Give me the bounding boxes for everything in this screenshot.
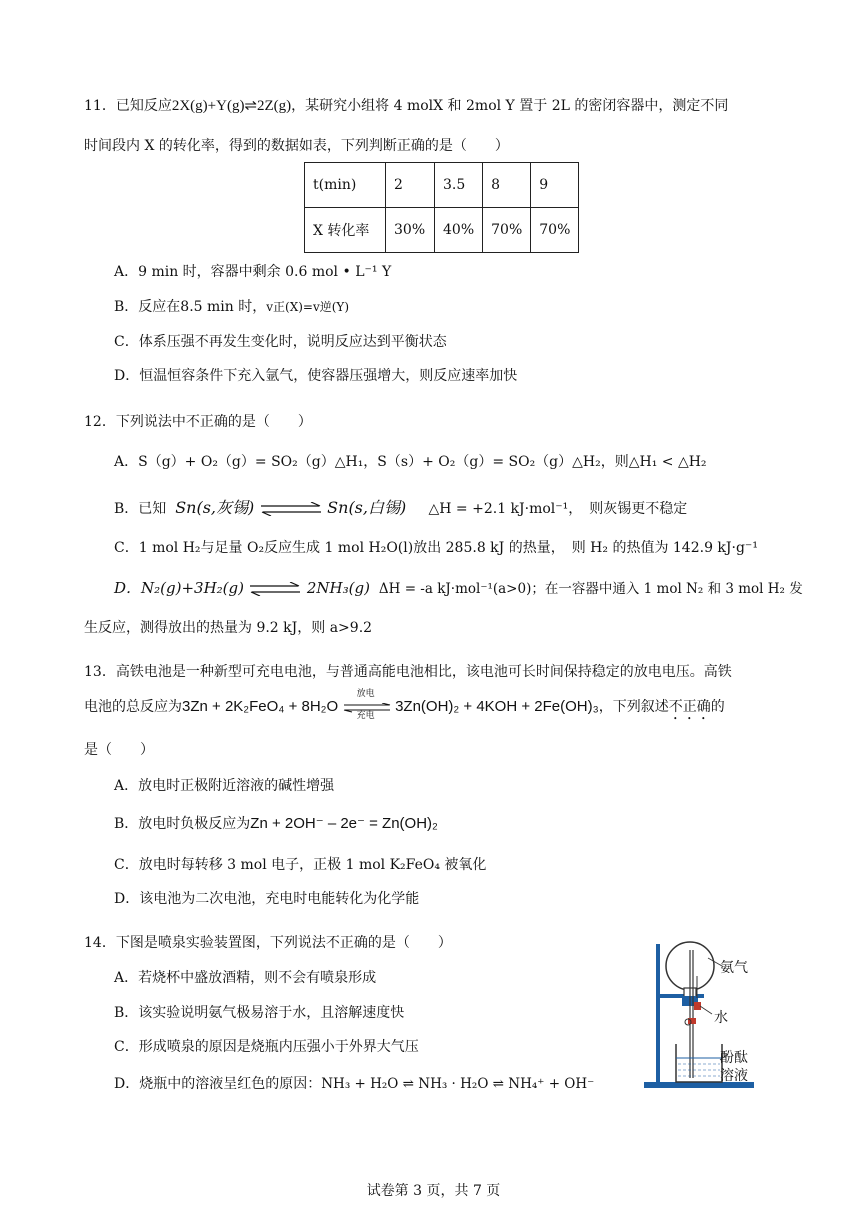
- q12-b-left: Sn(s,灰锡): [175, 498, 255, 517]
- q11-option-b: [114, 297, 807, 317]
- q13-emphasis: 不正确: [668, 699, 711, 715]
- q13-stem-line1: 13．高铁电池是一种新型可充电电池，与普通高能电池相比，该电池可长时间保持稳定的放电电压。高铁: [84, 664, 732, 680]
- table-row: [305, 208, 579, 253]
- table-cell: 70%: [531, 208, 579, 253]
- q13-stem-line2: [84, 689, 789, 721]
- q13-b-text: B．放电时负极反应为: [114, 816, 251, 832]
- q14-stem: 14．下图是喷泉实验装置图，下列说法不正确的是（ ）: [84, 935, 452, 951]
- q12-option-b: [114, 496, 807, 520]
- label-phenolphthalein: 酚酞: [720, 1050, 748, 1066]
- q11-data-table: [304, 162, 579, 253]
- q11-b-text: B．反应在: [114, 299, 181, 315]
- page-footer: 试卷第 3 页，共 7 页: [366, 1183, 501, 1199]
- q13-text-c: 的: [710, 699, 725, 715]
- q11-option-a: A．9 min 时，容器中剩余 0.6 mol • L⁻¹ Y: [114, 264, 392, 280]
- q11-option-c: C．体系压强不再发生变化时，说明反应达到平衡状态: [114, 334, 447, 350]
- table-cell: X 转化率: [305, 208, 386, 253]
- q12-d-post: ΔH = -a kJ·mol⁻¹(a>0)；在一容器中通入 1 mol N₂ 和 3 mol H₂ 发: [378, 581, 803, 597]
- table-cell: 9: [531, 163, 579, 208]
- q11-b-mid: 时，: [233, 299, 267, 315]
- equilibrium-arrow-icon: [259, 502, 323, 516]
- q11-b-time: 8.5 min: [180, 299, 234, 315]
- q14-option-a: A．若烧杯中盛放酒精，则不会有喷泉形成: [114, 970, 377, 986]
- stand-pole: [656, 944, 660, 1084]
- q11-reaction: 2X(g)+Y(g)⇌2Z(g): [171, 98, 292, 114]
- table-row: [305, 163, 579, 208]
- q13-stem-line3: 是（ ）: [84, 742, 154, 758]
- q12-d-left: D．N₂(g)+3H₂(g): [114, 579, 244, 597]
- arrow-label-charge: 充电: [356, 711, 375, 721]
- q12-option-d: [114, 576, 807, 600]
- label-water: 水: [714, 1010, 728, 1026]
- q11-number: 11．: [84, 98, 116, 114]
- q11-text-a: 已知反应: [115, 98, 172, 114]
- q13-reaction-left: 3Zn + 2K₂FeO₄ + 8H₂O: [182, 698, 339, 715]
- q12-b-text: B．已知: [114, 501, 167, 517]
- equilibrium-arrow-icon: [248, 582, 302, 596]
- q14-option-c: C．形成喷泉的原因是烧瓶内压强小于外界大气压: [114, 1039, 419, 1055]
- q11-option-d: D．恒温恒容条件下充入氩气，使容器压强增大，则反应速率加快: [114, 368, 518, 384]
- reversible-arrow: [343, 689, 391, 721]
- q14-d-text: D．烧瓶中的溶液呈红色的原因：: [114, 1076, 322, 1092]
- q13-reaction-right: 3Zn(OH)₂ + 4KOH + 2Fe(OH)₃: [395, 698, 599, 715]
- table-cell: 2: [386, 163, 435, 208]
- q13-text-a: 电池的总反应为: [84, 699, 182, 715]
- table-cell: t(min): [305, 163, 386, 208]
- q11-stem-line2: 时间段内 X 的转化率，得到的数据如表，下列判断正确的是（ ）: [84, 138, 509, 154]
- q13-b-equation: Zn + 2OH⁻ – 2e⁻ = Zn(OH)₂: [250, 815, 438, 832]
- label-ammonia: 氨气: [720, 960, 748, 976]
- table-cell: 3.5: [435, 163, 483, 208]
- q12-b-post: △H = +2.1 kJ·mol⁻¹， 则灰锡更不稳定: [428, 501, 688, 517]
- table-cell: 8: [483, 163, 531, 208]
- fountain-apparatus-figure: [636, 936, 786, 1092]
- table-cell: 30%: [386, 208, 435, 253]
- q13-text-b: ，下列叙述: [598, 699, 669, 715]
- table-cell: 70%: [483, 208, 531, 253]
- beaker: [676, 1044, 722, 1082]
- q12-b-right: Sn(s,白锡): [327, 498, 407, 517]
- q13-option-d: D．该电池为二次电池，充电时电能转化为化学能: [114, 891, 420, 907]
- q13-option-a: A．放电时正极附近溶液的碱性增强: [114, 778, 335, 794]
- q14-option-b: B．该实验说明氨气极易溶于水，且溶解速度快: [114, 1005, 405, 1021]
- q12-option-d-line2: 生反应，测得放出的热量为 9.2 kJ，则 a>9.2: [84, 620, 373, 636]
- q11-stem-line1: [84, 96, 789, 116]
- table-cell: 40%: [435, 208, 483, 253]
- dropper-bulb: [694, 1002, 701, 1010]
- q12-option-c: C．1 mol H₂与足量 O₂反应生成 1 mol H₂O(l)放出 285.8 kJ 的热量， 则 H₂ 的热值为 142.9 kJ·g⁻¹: [114, 540, 758, 556]
- q14-d-equation: NH₃ + H₂O ⇌ NH₃ · H₂O ⇌ NH₄⁺ + OH⁻: [321, 1076, 595, 1092]
- q11-text-b: ，某研究小组将 4 molX 和 2mol Y 置于 2L 的密闭容器中，测定不同: [291, 98, 729, 114]
- label-solution: 溶液: [720, 1068, 748, 1084]
- q13-option-c: C．放电时每转移 3 mol 电子，正极 1 mol K₂FeO₄ 被氧化: [114, 857, 487, 873]
- q12-d-right: 2NH₃(g): [306, 579, 370, 597]
- q13-option-b: [114, 814, 807, 834]
- arrow-label-discharge: 放电: [356, 689, 375, 699]
- q12-option-a: A．S（g）+ O₂（g）= SO₂（g）△H₁，S（s）+ O₂（g）= SO₂（g）△H₂，则△H₁ < △H₂: [114, 454, 707, 470]
- q11-b-equation: v正(X)=v逆(Y): [266, 300, 350, 314]
- q12-stem: 12．下列说法中不正确的是（ ）: [84, 414, 312, 430]
